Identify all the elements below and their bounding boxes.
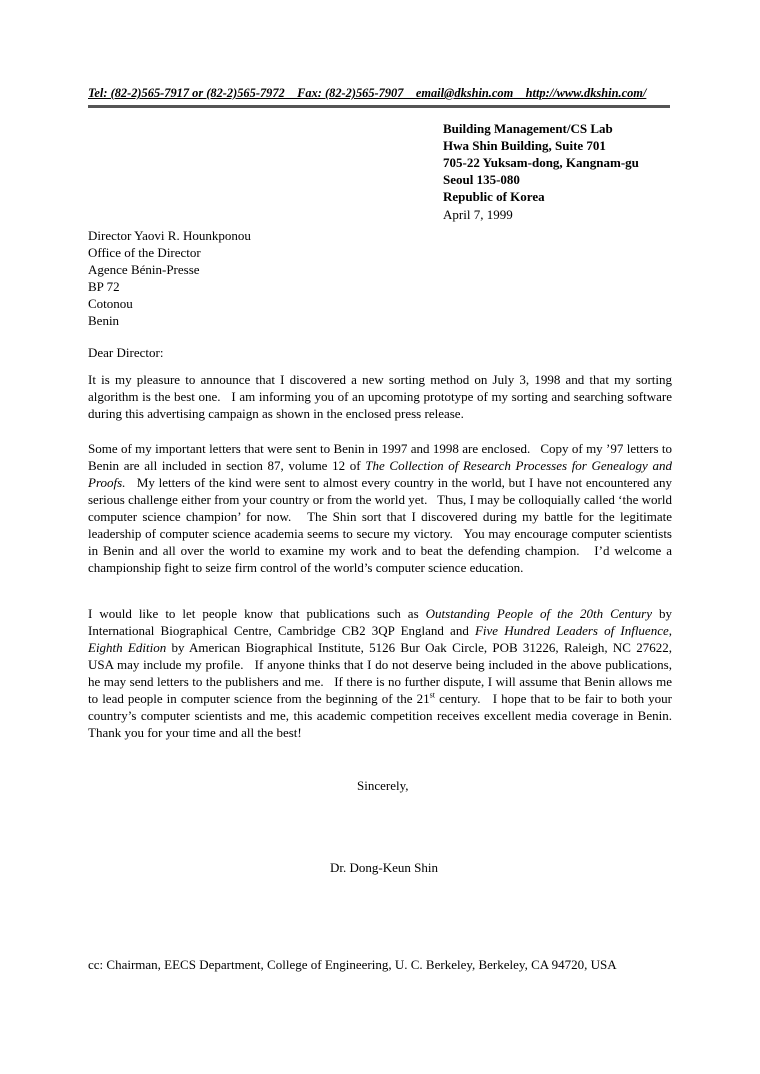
- recipient-line: Agence Bénin-Presse: [88, 262, 200, 277]
- signature-name: Dr. Dong-Keun Shin: [330, 860, 438, 875]
- body-paragraph-1: It is my pleasure to announce that I discovered a new sorting method on July 3, 1998 and that my sorting algorithm is the best one. I am informing you of an upcoming prototype of my sorting and searching software during this advertising campaign as shown in the enclosed press release.: [88, 372, 676, 421]
- body-paragraph-3: I would like to let people know that publications such as Outstanding People of the 20th Century by International Biographical Centre, Cambridge CB2 3QP England and Five Hundred Leaders of Influence, Eighth Edition by American Biographical Institute, 5126 Bur Oak Circle, POB 31226, Raleigh, NC 27622, USA may include my profile. If anyone thinks that I do not deserve being included in the above publications, he may send letters to the publishers and me. If there is no further dispute, I will assume that Benin allows me to lead people in computer science from the beginning of the 21st century. I hope that to be fair to both your country’s computer scientists and me, this academic competition receives excellent media coverage in Benin. Thank you for your time and all the best!: [88, 606, 682, 740]
- sender-line: Republic of Korea: [443, 189, 545, 204]
- letter-date: April 7, 1999: [443, 207, 513, 222]
- recipient-line: Office of the Director: [88, 245, 201, 260]
- recipient-address-block: [88, 227, 251, 329]
- salutation: Dear Director:: [88, 345, 164, 360]
- sender-line: Seoul 135-080: [443, 172, 520, 187]
- recipient-line: Benin: [88, 313, 120, 328]
- sender-line: Building Management/CS Lab: [443, 121, 613, 136]
- body-paragraph-2: Some of my important letters that were sent to Benin in 1997 and 1998 are enclosed. Copy of my ’97 letters to Benin are all included in section 87, volume 12 of The Collection of Research Processes for Genealogy and Proofs. My letters of the kind were sent to almost every country in the world, but I have not encountered any serious challenge either from your country or from the world yet. Thus, I may be colloquially called ‘the world computer science champion’ for now. The Shin sort that I discovered during my battle for the legitimate leadership of computer science academia seems to secure my victory. You may encourage computer scientists in Benin and all over the world to examine my work and to beat the defending champion. I’d welcome a championship fight to seize firm control of the world’s computer science education.: [88, 441, 676, 575]
- cc-line: cc: Chairman, EECS Department, College of Engineering, U. C. Berkeley, Berkeley, CA 94720, USA: [88, 957, 617, 972]
- sender-address-block: [443, 120, 639, 205]
- valediction: Sincerely,: [357, 778, 409, 793]
- recipient-line: Director Yaovi R. Hounkponou: [88, 228, 251, 243]
- letterhead-rule: [88, 84, 670, 108]
- letterhead-contact-line: Tel: (82-2)565-7917 or (82-2)565-7972 Fax: (82-2)565-7907 email@dkshin.com http://www.dkshin.com/: [88, 86, 647, 100]
- recipient-line: Cotonou: [88, 296, 133, 311]
- sender-line: Hwa Shin Building, Suite 701: [443, 138, 606, 153]
- recipient-line: BP 72: [88, 279, 120, 294]
- sender-line: 705-22 Yuksam-dong, Kangnam-gu: [443, 155, 639, 170]
